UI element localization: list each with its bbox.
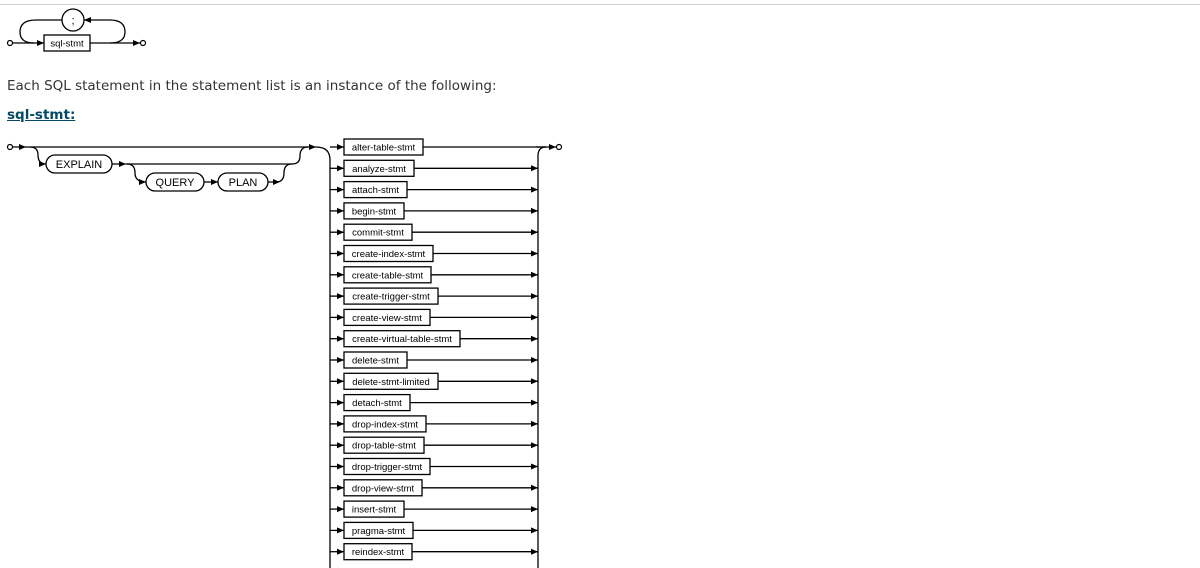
- statement-box-attach-stmt[interactable]: [344, 182, 407, 198]
- statement-row: [330, 459, 538, 475]
- statement-box-create-index-stmt[interactable]: [344, 246, 433, 262]
- statement-row: [330, 203, 538, 219]
- statement-row: [330, 501, 538, 517]
- statement-label: reindex-stmt: [351, 547, 405, 559]
- statement-box-delete-stmt-limited[interactable]: [344, 373, 438, 389]
- statement-label: alter-table-stmt: [351, 142, 416, 154]
- statement-label: attach-stmt: [352, 185, 399, 197]
- statement-box-create-virtual-table-stmt[interactable]: [344, 331, 460, 347]
- statement-label: commit-stmt: [352, 227, 404, 239]
- statement-label: analyze-stmt: [352, 163, 406, 175]
- statement-box-create-view-stmt[interactable]: [344, 309, 430, 325]
- statement-row: [330, 309, 538, 325]
- statement-row: [330, 224, 538, 240]
- explain-keyword[interactable]: [46, 155, 112, 173]
- statement-row: [330, 544, 538, 560]
- statement-row: [330, 246, 538, 262]
- statement-box-drop-trigger-stmt[interactable]: [344, 459, 430, 475]
- statement-row: [330, 352, 538, 368]
- statement-label: delete-stmt: [352, 355, 399, 367]
- svg-text:;: ;: [71, 15, 75, 27]
- statement-box-commit-stmt[interactable]: [344, 224, 412, 240]
- statement-box-drop-table-stmt[interactable]: [344, 437, 424, 453]
- plan-keyword[interactable]: [218, 173, 268, 191]
- svg-text:EXPLAIN: EXPLAIN: [55, 159, 103, 171]
- statement-label: drop-table-stmt: [352, 440, 416, 452]
- statement-row: [330, 139, 546, 155]
- statement-label: create-trigger-stmt: [352, 291, 430, 303]
- statement-row: [330, 267, 538, 283]
- statement-box-detach-stmt[interactable]: [344, 395, 410, 411]
- svg-text:sql-stmt: sql-stmt: [50, 38, 84, 50]
- sql-stmt-heading-link[interactable]: sql-stmt:: [7, 107, 76, 123]
- statement-row: [330, 480, 538, 496]
- statement-box-create-trigger-stmt[interactable]: [344, 288, 438, 304]
- query-keyword[interactable]: [146, 173, 204, 191]
- statement-box-drop-index-stmt[interactable]: [344, 416, 426, 432]
- intro-text: Each SQL statement in the statement list is an instance of the following:: [7, 78, 497, 94]
- statement-box-create-table-stmt[interactable]: [344, 267, 431, 283]
- statement-label: detach-stmt: [352, 398, 402, 410]
- statement-box-pragma-stmt[interactable]: [344, 522, 413, 538]
- statement-label: create-virtual-table-stmt: [352, 334, 452, 346]
- statement-row: [330, 331, 538, 347]
- statement-label: drop-index-stmt: [352, 419, 418, 431]
- statement-row: [330, 416, 538, 432]
- statement-label: create-index-stmt: [351, 249, 426, 260]
- statement-row: [330, 373, 538, 389]
- statement-box-insert-stmt[interactable]: [344, 501, 404, 517]
- statement-box-begin-stmt[interactable]: [344, 203, 404, 219]
- statement-box-alter-table-stmt[interactable]: [344, 139, 423, 155]
- statement-row: [330, 395, 538, 411]
- statement-label: begin-stmt: [351, 206, 397, 218]
- statement-box-reindex-stmt[interactable]: [344, 544, 412, 560]
- statement-label: drop-view-stmt: [351, 483, 415, 495]
- start-node: [8, 145, 13, 150]
- statement-list: [330, 139, 546, 560]
- statement-box-delete-stmt[interactable]: [344, 352, 407, 368]
- statement-box-drop-view-stmt[interactable]: [344, 480, 422, 496]
- svg-text:PLAN: PLAN: [228, 177, 258, 189]
- end-node: [557, 145, 562, 150]
- statement-row: [330, 437, 538, 453]
- statement-label: insert-stmt: [351, 504, 397, 516]
- statement-box-analyze-stmt[interactable]: [344, 160, 414, 176]
- statement-label: drop-trigger-stmt: [351, 462, 423, 473]
- statement-label: pragma-stmt: [351, 525, 406, 537]
- svg-text:QUERY: QUERY: [155, 177, 195, 189]
- statement-row: [330, 182, 538, 198]
- statement-label: create-table-stmt: [351, 270, 424, 282]
- statement-row: [330, 288, 538, 304]
- statement-label: delete-stmt-limited: [352, 376, 430, 388]
- statement-label: create-view-stmt: [352, 312, 422, 324]
- statement-row: [330, 160, 538, 176]
- statement-row: [330, 522, 538, 538]
